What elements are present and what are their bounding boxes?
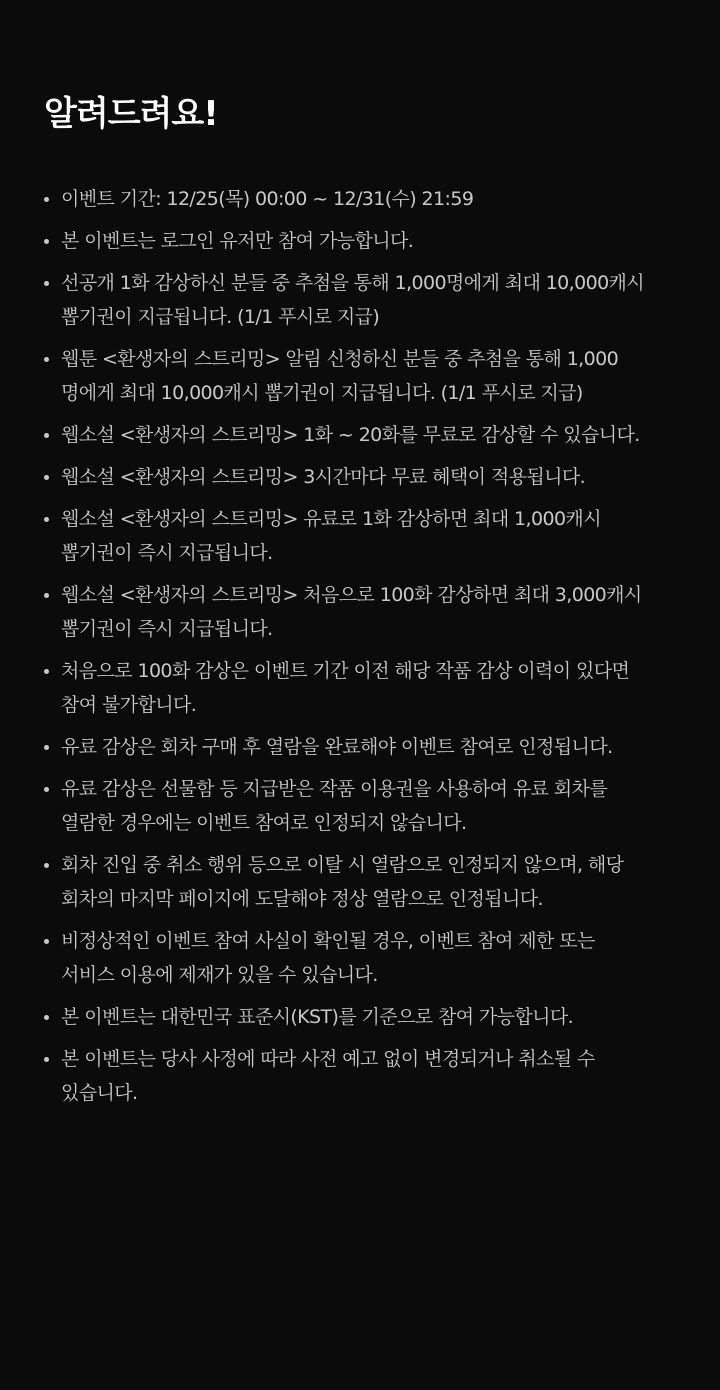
notice-text: 본 이벤트는 당사 사정에 따라 사전 예고 없이 변경되거나 취소될 수 (61, 1048, 595, 1070)
notice-text: 웹툰 <환생자의 스트리밍> 알림 신청하신 분들 중 추첨을 통해 1,000 (61, 348, 619, 370)
notice-text: 본 이벤트는 로그인 유저만 참여 가능합니다. (61, 230, 414, 252)
notice-text: 서비스 이용에 제재가 있을 수 있습니다. (61, 964, 378, 986)
notice-item (44, 342, 692, 410)
notice-text: 이벤트 기간: 12/25(목) 00:00 ~ 12/31(수) 21:59 (61, 188, 474, 210)
notice-text: 웹소설 <환생자의 스트리밍> 처음으로 100화 감상하면 최대 3,000캐시 (61, 584, 642, 606)
bullet-dot-icon (44, 239, 49, 244)
bullet-dot-icon (44, 517, 49, 522)
bullet-dot-icon (44, 787, 49, 792)
notice-text: 웹소설 <환생자의 스트리밍> 1화 ~ 20화를 무료로 감상할 수 있습니다. (61, 424, 640, 446)
notice-text: 뽑기권이 지급됩니다. (1/1 푸시로 지급) (61, 306, 380, 328)
bullet-dot-icon (44, 281, 49, 286)
notice-title: 알려드려요! (44, 94, 218, 134)
notice-text: 웹소설 <환생자의 스트리밍> 3시간마다 무료 혜택이 적용됩니다. (61, 466, 586, 488)
bullet-dot-icon (44, 197, 49, 202)
notice-item (44, 460, 692, 494)
notice-item (44, 224, 692, 258)
notice-text: 웹소설 <환생자의 스트리밍> 유료로 1화 감상하면 최대 1,000캐시 (61, 508, 601, 530)
notice-text: 회차의 마지막 페이지에 도달해야 정상 열람으로 인정됩니다. (61, 888, 543, 910)
notice-text: 참여 불가합니다. (61, 694, 197, 716)
notice-text: 뽑기권이 즉시 지급됩니다. (61, 542, 273, 564)
bullet-dot-icon (44, 745, 49, 750)
bullet-dot-icon (44, 669, 49, 674)
bullet-dot-icon (44, 433, 49, 438)
notice-item (44, 418, 692, 452)
notice-text: 유료 감상은 회차 구매 후 열람을 완료해야 이벤트 참여로 인정됩니다. (61, 736, 613, 758)
notice-item (44, 502, 692, 570)
notice-item (44, 848, 692, 916)
bullet-dot-icon (44, 1015, 49, 1020)
notice-item (44, 578, 692, 646)
notice-text: 비정상적인 이벤트 참여 사실이 확인될 경우, 이벤트 참여 제한 또는 (61, 930, 595, 952)
notice-text: 처음으로 100화 감상은 이벤트 기간 이전 해당 작품 감상 이력이 있다면 (61, 660, 630, 682)
bullet-dot-icon (44, 1057, 49, 1062)
notice-item (44, 772, 692, 840)
notice-item (44, 1000, 692, 1034)
notice-item (44, 1042, 692, 1110)
bullet-dot-icon (44, 475, 49, 480)
notice-list (44, 182, 692, 1110)
notice-item (44, 182, 692, 216)
notice-text: 뽑기권이 즉시 지급됩니다. (61, 618, 273, 640)
notice-text: 유료 감상은 선물함 등 지급받은 작품 이용권을 사용하여 유료 회차를 (61, 778, 608, 800)
notice-text: 선공개 1화 감상하신 분들 중 추첨을 통해 1,000명에게 최대 10,000캐시 (61, 272, 645, 294)
bullet-dot-icon (44, 863, 49, 868)
bullet-dot-icon (44, 357, 49, 362)
bullet-dot-icon (44, 593, 49, 598)
bullet-dot-icon (44, 939, 49, 944)
notice-text: 명에게 최대 10,000캐시 뽑기권이 지급됩니다. (1/1 푸시로 지급) (61, 382, 583, 404)
notice-item (44, 730, 692, 764)
notice-text: 본 이벤트는 대한민국 표준시(KST)를 기준으로 참여 가능합니다. (61, 1006, 574, 1028)
notice-item (44, 654, 692, 722)
notice-item (44, 924, 692, 992)
notice-item (44, 266, 692, 334)
notice-text: 있습니다. (61, 1082, 138, 1104)
notice-text: 열람한 경우에는 이벤트 참여로 인정되지 않습니다. (61, 812, 467, 834)
notice-text: 회차 진입 중 취소 행위 등으로 이탈 시 열람으로 인정되지 않으며, 해당 (61, 854, 624, 876)
